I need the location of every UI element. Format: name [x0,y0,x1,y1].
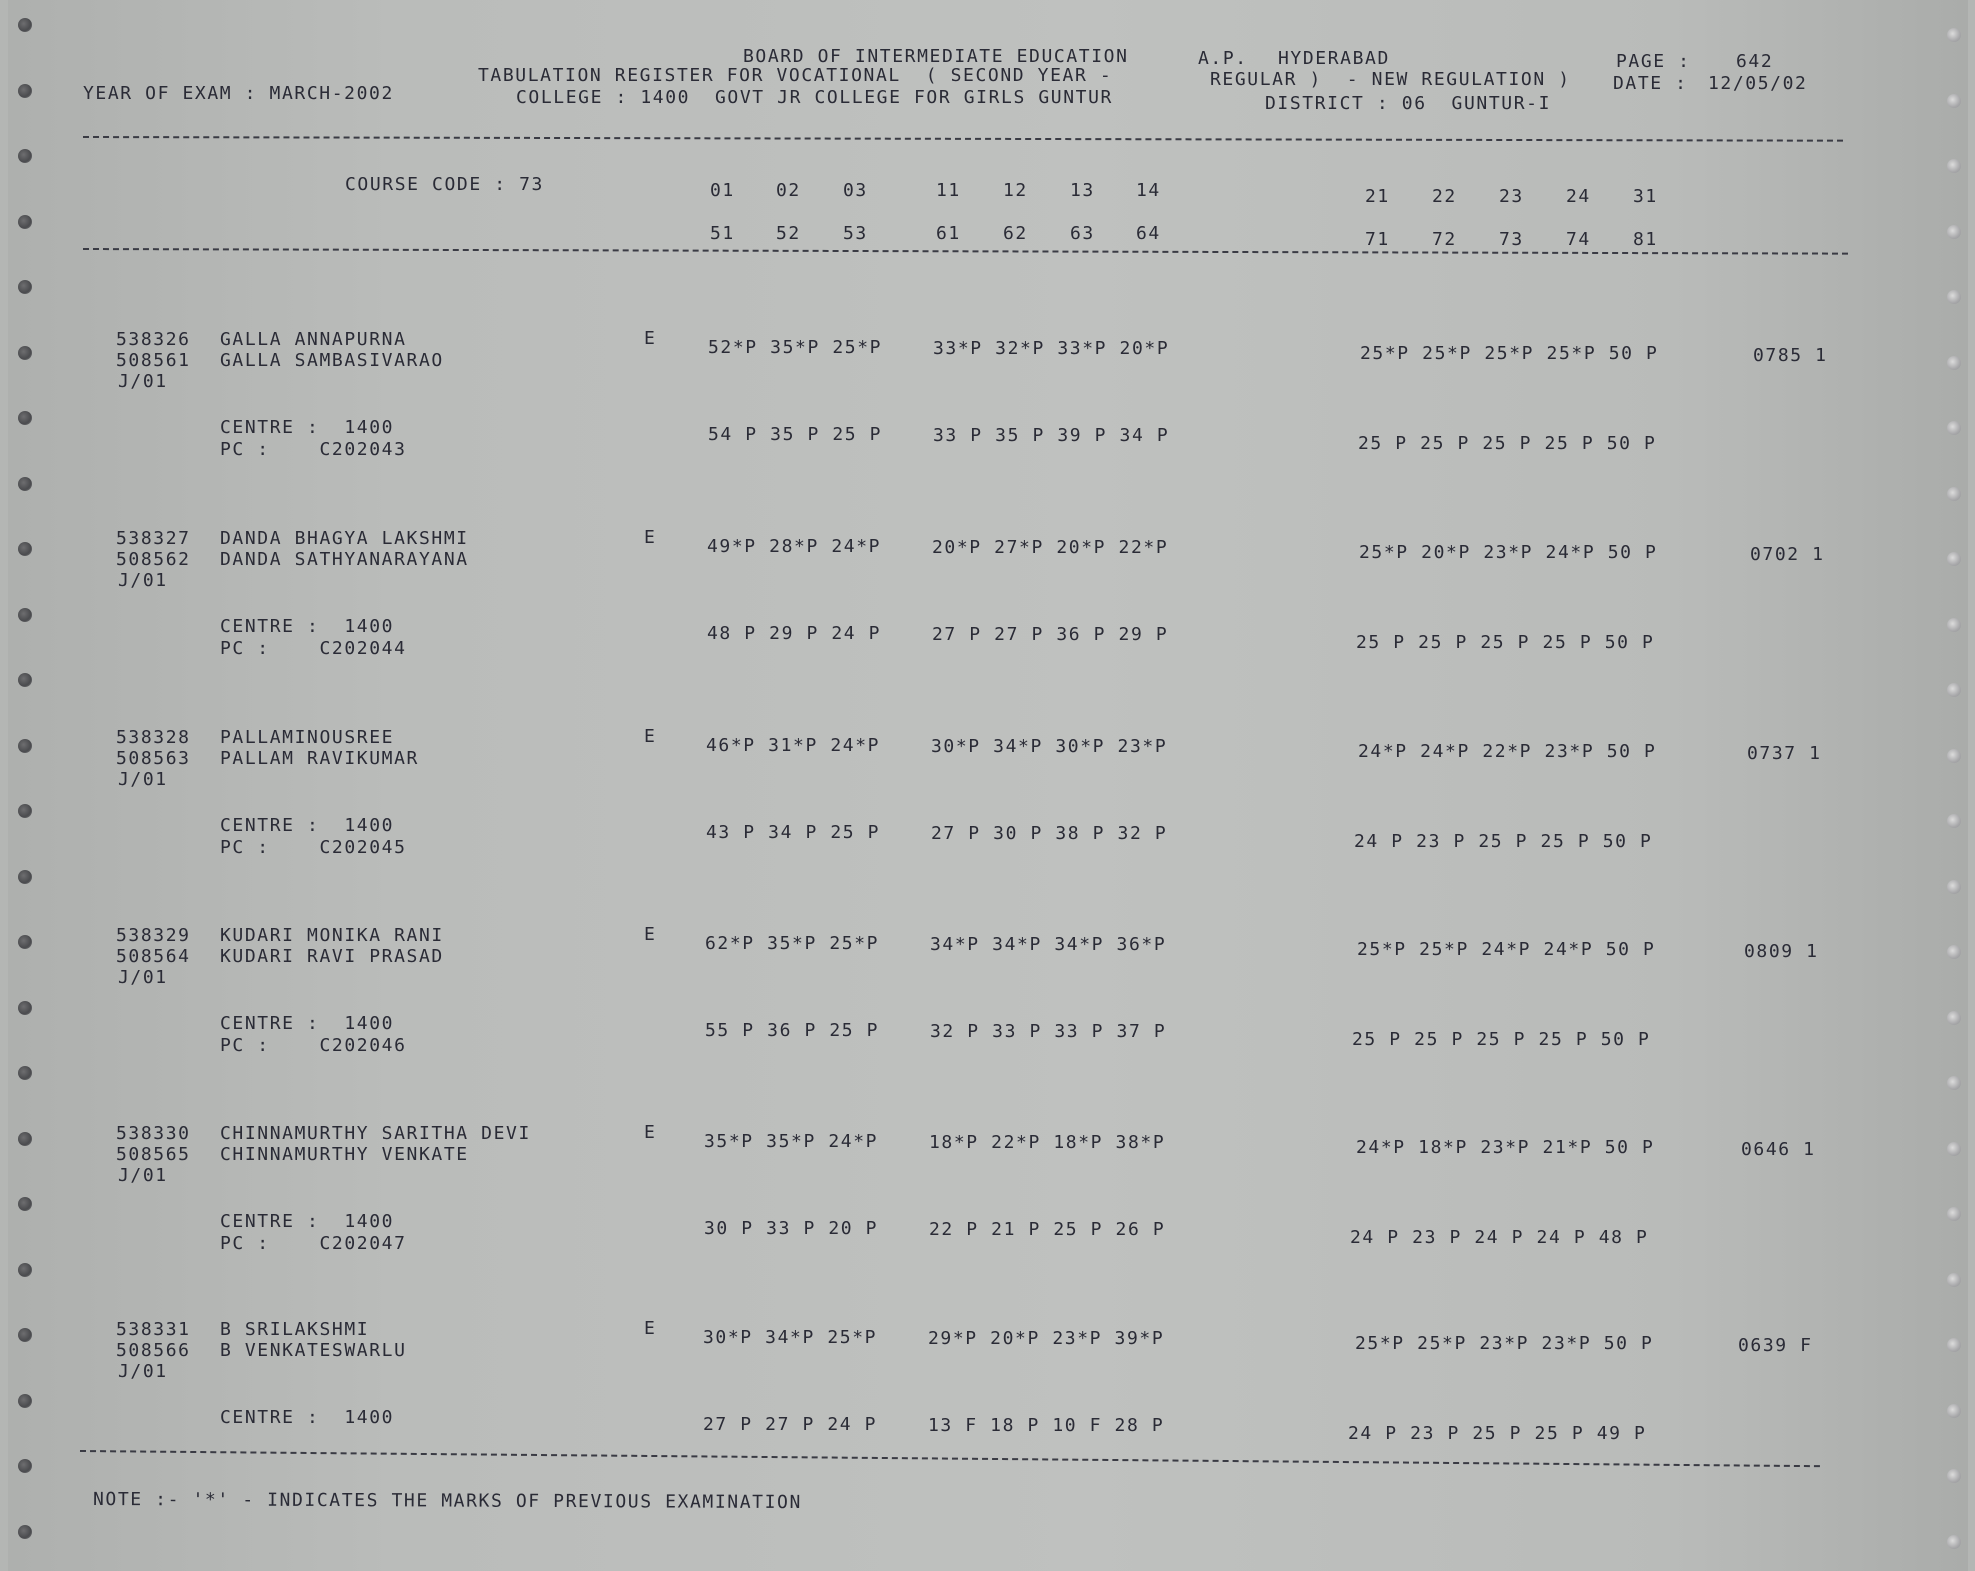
feed-hole [18,18,32,32]
subject-code: 21 [1365,186,1390,207]
father-name: DANDA SATHYANARAYANA [220,549,469,570]
feed-hole [1947,1273,1961,1287]
year1-language-marks: 52*P 35*P 25*P [708,337,883,358]
footer-note: NOTE :- '*' - INDICATES THE MARKS OF PREVIOUS EXAMINATION [92,1489,802,1514]
student-name: PALLAMINOUSREE [220,727,395,748]
feed-hole [18,1459,32,1473]
centre-code: CENTRE : 1400 [220,1211,395,1232]
year2-subject-marks: 32 P 33 P 33 P 37 P [930,1021,1167,1042]
subject-code: 74 [1566,229,1591,250]
reference-number: 508566 [116,1340,191,1361]
city-label: HYDERABAD [1278,48,1390,69]
district-line: DISTRICT : 06 GUNTUR-I [1265,93,1552,114]
reference-number: 508565 [116,1144,191,1165]
year1-vocational-marks: 25*P 25*P 25*P 25*P 50 P [1360,343,1659,364]
header-divider [83,136,1843,142]
photo-code: PC : C202043 [220,439,407,460]
feed-hole [1947,290,1961,304]
student-name: GALLA ANNAPURNA [220,329,407,350]
photo-code: PC : C202044 [220,638,407,659]
board-title: BOARD OF INTERMEDIATE EDUCATION [743,46,1129,67]
group-code: J/01 [118,371,168,392]
reference-number: 508564 [116,946,191,967]
medium: E [644,328,657,349]
date-label: DATE : [1613,73,1688,94]
subject-code: 22 [1432,186,1457,207]
feed-hole [18,935,32,949]
feed-hole [1947,487,1961,501]
year1-subject-marks: 29*P 20*P 23*P 39*P [928,1328,1165,1349]
year1-subject-marks: 30*P 34*P 30*P 23*P [931,736,1168,757]
year2-language-marks: 48 P 29 P 24 P [707,623,882,644]
photo-code: PC : C202046 [220,1035,407,1056]
centre-code: CENTRE : 1400 [220,616,395,637]
feed-hole [1947,94,1961,108]
centre-code: CENTRE : 1400 [220,1013,395,1034]
feed-hole [18,411,32,425]
group-code: J/01 [118,967,168,988]
subject-code: 63 [1070,223,1095,244]
subject-code: 52 [776,223,801,244]
subject-code: 62 [1003,223,1028,244]
year2-subject-marks: 27 P 30 P 38 P 32 P [931,823,1168,844]
father-name: CHINNAMURTHY VENKATE [220,1144,469,1165]
medium: E [644,1318,657,1339]
page-number: 642 [1736,51,1774,72]
group-code: J/01 [118,1165,168,1186]
feed-hole [18,1525,32,1539]
subject-code: 13 [1070,180,1095,201]
hall-ticket-number: 538328 [116,727,191,748]
year2-subject-marks: 33 P 35 P 39 P 34 P [933,425,1170,446]
feed-hole [18,1132,32,1146]
feed-hole [1947,1076,1961,1090]
medium: E [644,1122,657,1143]
group-code: J/01 [118,769,168,790]
centre-code: CENTRE : 1400 [220,1407,395,1428]
father-name: KUDARI RAVI PRASAD [220,946,444,967]
group-code: J/01 [118,1361,168,1382]
subject-code: 73 [1499,229,1524,250]
regulation-label: REGULAR ) - NEW REGULATION ) [1210,69,1571,90]
print-date: 12/05/02 [1708,73,1808,94]
feed-hole [1947,1535,1961,1549]
year1-vocational-marks: 24*P 18*P 23*P 21*P 50 P [1356,1137,1655,1158]
printout-sheet [8,0,1968,1571]
year1-subject-marks: 34*P 34*P 34*P 36*P [930,934,1167,955]
year2-language-marks: 27 P 27 P 24 P [703,1414,878,1435]
feed-hole [18,84,32,98]
feed-hole [1947,1338,1961,1352]
feed-hole [1947,552,1961,566]
page-label: PAGE : [1616,51,1691,72]
feed-hole [18,1328,32,1342]
year1-subject-marks: 20*P 27*P 20*P 22*P [932,537,1169,558]
feed-hole [18,542,32,556]
year1-vocational-marks: 25*P 20*P 23*P 24*P 50 P [1359,542,1658,563]
feed-hole [1947,814,1961,828]
total-and-result: 0702 1 [1750,544,1825,565]
year1-vocational-marks: 25*P 25*P 23*P 23*P 50 P [1355,1333,1654,1354]
feed-hole [18,870,32,884]
feed-hole [18,1394,32,1408]
student-name: DANDA BHAGYA LAKSHMI [220,528,469,549]
year2-language-marks: 30 P 33 P 20 P [704,1218,879,1239]
medium: E [644,726,657,747]
centre-code: CENTRE : 1400 [220,417,395,438]
feed-hole [1947,421,1961,435]
year1-subject-marks: 33*P 32*P 33*P 20*P [933,338,1170,359]
feed-hole [1947,683,1961,697]
subject-code: 23 [1499,186,1524,207]
feed-hole [1947,28,1961,42]
register-title: TABULATION REGISTER FOR VOCATIONAL ( SECOND YEAR - [478,65,1113,86]
year1-language-marks: 46*P 31*P 24*P [706,735,881,756]
father-name: PALLAM RAVIKUMAR [220,748,419,769]
photo-code: PC : C202047 [220,1233,407,1254]
year2-language-marks: 43 P 34 P 25 P [706,822,881,843]
subject-code: 02 [776,180,801,201]
hall-ticket-number: 538329 [116,925,191,946]
feed-hole [1947,1011,1961,1025]
year2-language-marks: 55 P 36 P 25 P [705,1020,880,1041]
group-code: J/01 [118,570,168,591]
hall-ticket-number: 538327 [116,528,191,549]
feed-hole [18,215,32,229]
year2-vocational-marks: 25 P 25 P 25 P 25 P 50 P [1356,632,1655,653]
year2-vocational-marks: 24 P 23 P 25 P 25 P 49 P [1348,1423,1647,1444]
footer-divider [80,1450,1820,1467]
subject-code: 14 [1136,180,1161,201]
student-name: B SRILAKSHMI [220,1319,370,1340]
feed-hole [18,608,32,622]
feed-hole [18,804,32,818]
year1-vocational-marks: 25*P 25*P 24*P 24*P 50 P [1357,939,1656,960]
feed-hole [18,1001,32,1015]
year1-language-marks: 62*P 35*P 25*P [705,933,880,954]
total-and-result: 0737 1 [1747,743,1822,764]
year2-subject-marks: 27 P 27 P 36 P 29 P [932,624,1169,645]
year2-vocational-marks: 25 P 25 P 25 P 25 P 50 P [1352,1029,1651,1050]
year1-vocational-marks: 24*P 24*P 22*P 23*P 50 P [1358,741,1657,762]
feed-hole [1947,159,1961,173]
subject-code: 81 [1633,229,1658,250]
feed-hole [1947,225,1961,239]
feed-hole [18,1263,32,1277]
reference-number: 508563 [116,748,191,769]
hall-ticket-number: 538331 [116,1319,191,1340]
subject-code: 03 [843,180,868,201]
left-tractor-feed-holes [14,0,40,1571]
subject-code: 11 [936,180,961,201]
subject-code: 72 [1432,229,1457,250]
feed-hole [1947,618,1961,632]
year2-subject-marks: 13 F 18 P 10 F 28 P [928,1415,1165,1436]
subject-code: 01 [710,180,735,201]
feed-hole [1947,749,1961,763]
medium: E [644,527,657,548]
feed-hole [1947,1207,1961,1221]
feed-hole [18,477,32,491]
year1-language-marks: 30*P 34*P 25*P [703,1327,878,1348]
reference-number: 508562 [116,549,191,570]
feed-hole [1947,1404,1961,1418]
feed-hole [1947,356,1961,370]
father-name: GALLA SAMBASIVARAO [220,350,444,371]
feed-hole [18,280,32,294]
subject-code: 24 [1566,186,1591,207]
feed-hole [1947,1142,1961,1156]
hall-ticket-number: 538330 [116,1123,191,1144]
subject-code: 61 [936,223,961,244]
hall-ticket-number: 538326 [116,329,191,350]
feed-hole [18,673,32,687]
student-name: KUDARI MONIKA RANI [220,925,444,946]
feed-hole [1947,880,1961,894]
year1-language-marks: 35*P 35*P 24*P [704,1131,879,1152]
year2-vocational-marks: 25 P 25 P 25 P 25 P 50 P [1358,433,1657,454]
feed-hole [18,1066,32,1080]
subject-code: 53 [843,223,868,244]
year-of-exam: YEAR OF EXAM : MARCH-2002 [83,83,394,104]
photo-code: PC : C202045 [220,837,407,858]
feed-hole [1947,1469,1961,1483]
year2-subject-marks: 22 P 21 P 25 P 26 P [929,1219,1166,1240]
total-and-result: 0639 F [1738,1335,1813,1356]
feed-hole [1947,945,1961,959]
student-name: CHINNAMURTHY SARITHA DEVI [220,1123,531,1144]
college-line: COLLEGE : 1400 GOVT JR COLLEGE FOR GIRLS GUNTUR [516,87,1113,108]
year2-vocational-marks: 24 P 23 P 25 P 25 P 50 P [1354,831,1653,852]
feed-hole [18,149,32,163]
subject-code: 51 [710,223,735,244]
feed-hole [18,1197,32,1211]
feed-hole [18,346,32,360]
subject-code: 31 [1633,186,1658,207]
state-label: A.P. [1198,48,1248,69]
subject-code: 64 [1136,223,1161,244]
year2-vocational-marks: 24 P 23 P 24 P 24 P 48 P [1350,1227,1649,1248]
centre-code: CENTRE : 1400 [220,815,395,836]
year2-language-marks: 54 P 35 P 25 P [708,424,883,445]
year1-subject-marks: 18*P 22*P 18*P 38*P [929,1132,1166,1153]
total-and-result: 0785 1 [1753,345,1828,366]
feed-hole [18,739,32,753]
father-name: B VENKATESWARLU [220,1340,407,1361]
subject-code: 71 [1365,229,1390,250]
medium: E [644,924,657,945]
course-code: COURSE CODE : 73 [345,174,544,195]
total-and-result: 0809 1 [1744,941,1819,962]
reference-number: 508561 [116,350,191,371]
right-tractor-feed-holes [1943,0,1969,1571]
total-and-result: 0646 1 [1741,1139,1816,1160]
subject-code: 12 [1003,180,1028,201]
year1-language-marks: 49*P 28*P 24*P [707,536,882,557]
